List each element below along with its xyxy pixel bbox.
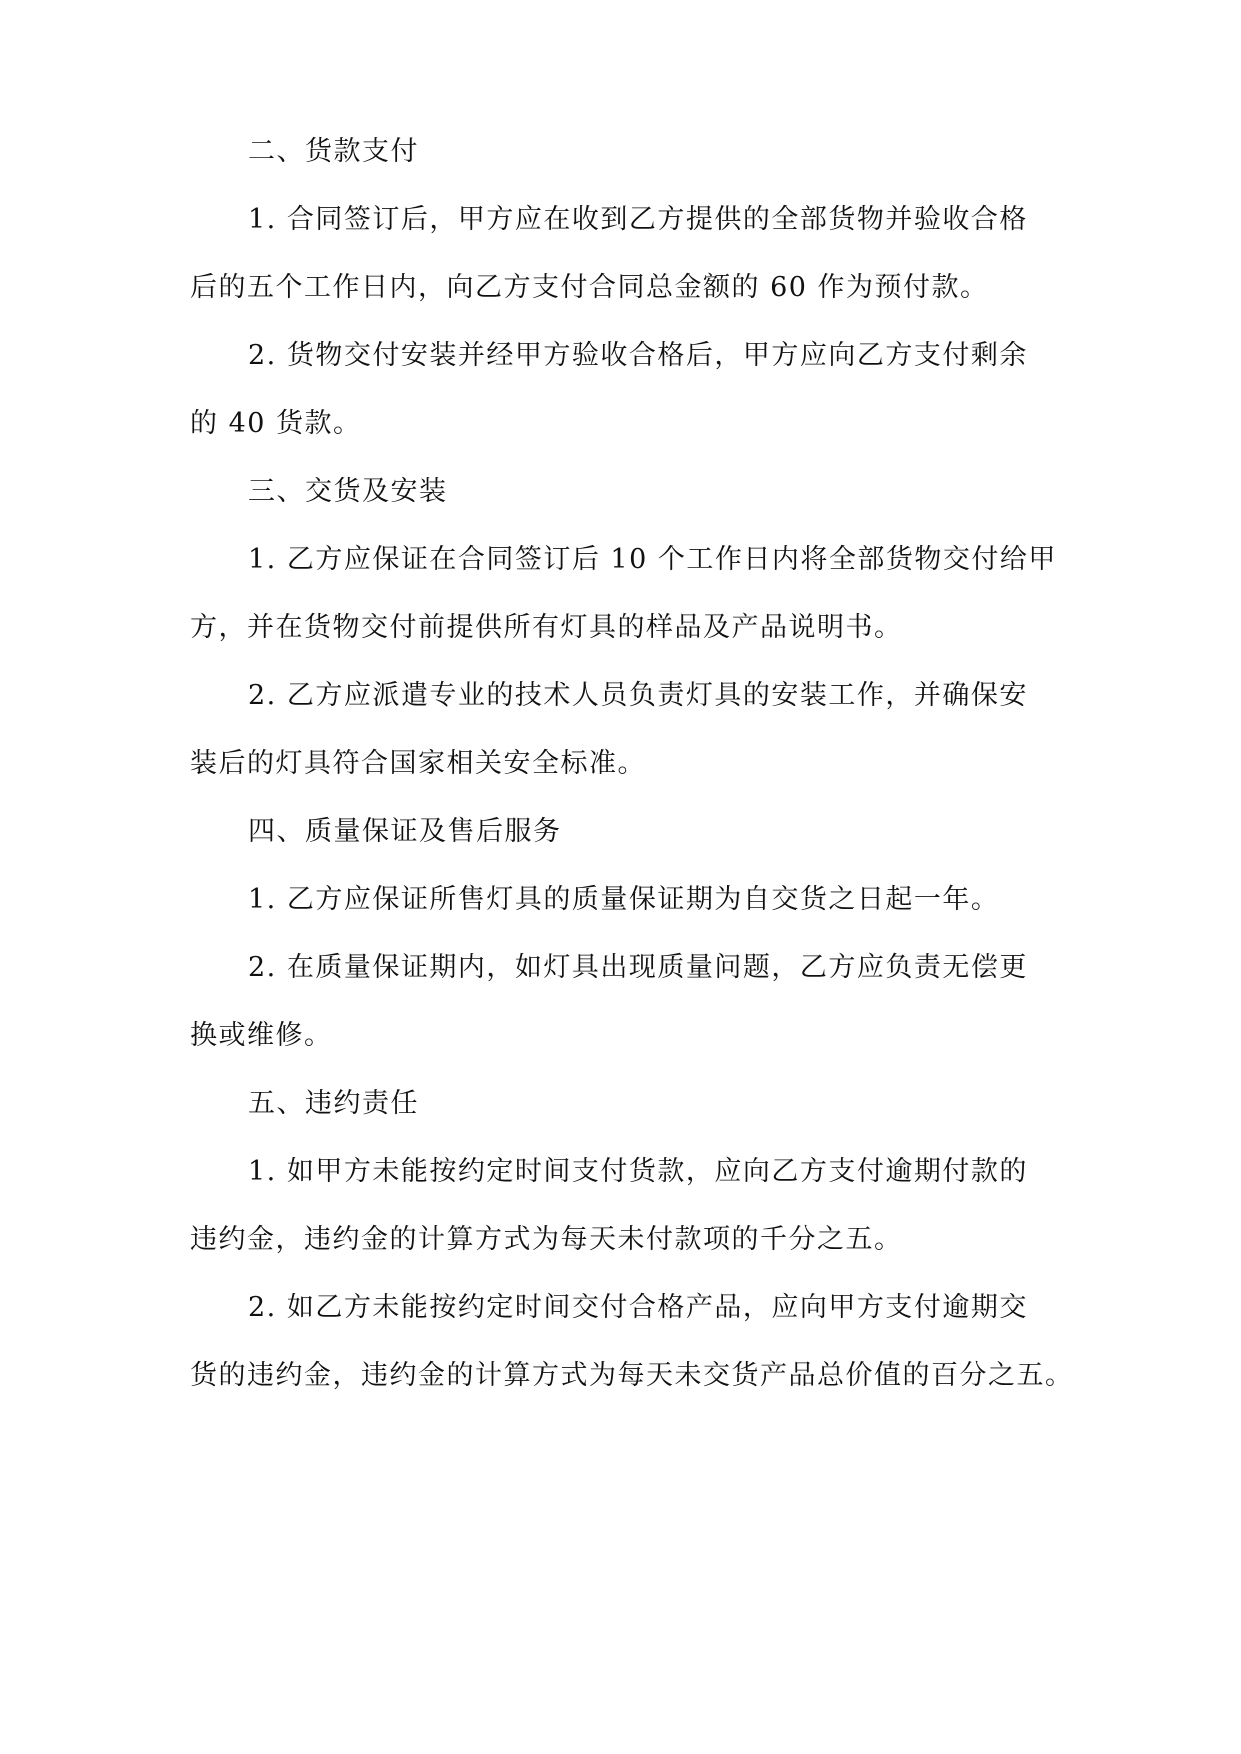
paragraph-first-line: 1. 如甲方未能按约定时间支付货款，应向乙方支付逾期付款的 bbox=[248, 1156, 1028, 1187]
section-heading: 三、交货及安装 bbox=[248, 476, 448, 507]
paragraph-first-line: 1. 合同签订后，甲方应在收到乙方提供的全部货物并验收合格 bbox=[248, 204, 1028, 235]
paragraph-continuation: 方，并在货物交付前提供所有灯具的样品及产品说明书。 bbox=[190, 612, 903, 643]
paragraph-first-line: 2. 货物交付安装并经甲方验收合格后，甲方应向乙方支付剩余 bbox=[248, 340, 1028, 371]
paragraph-continuation: 装后的灯具符合国家相关安全标准。 bbox=[190, 748, 646, 779]
paragraph-first-line: 1. 乙方应保证所售灯具的质量保证期为自交货之日起一年。 bbox=[248, 884, 1000, 915]
section-heading: 四、质量保证及售后服务 bbox=[248, 816, 562, 847]
section-heading: 二、货款支付 bbox=[248, 136, 419, 167]
paragraph-continuation: 后的五个工作日内，向乙方支付合同总金额的 60 作为预付款。 bbox=[190, 272, 989, 303]
section-heading: 五、违约责任 bbox=[248, 1088, 419, 1119]
paragraph-continuation: 违约金，违约金的计算方式为每天未付款项的千分之五。 bbox=[190, 1224, 903, 1255]
paragraph-continuation: 换或维修。 bbox=[190, 1020, 333, 1051]
paragraph-continuation: 的 40 货款。 bbox=[190, 408, 362, 439]
paragraph-first-line: 2. 如乙方未能按约定时间交付合格产品，应向甲方支付逾期交 bbox=[248, 1292, 1028, 1323]
paragraph-first-line: 1. 乙方应保证在合同签订后 10 个工作日内将全部货物交付给甲 bbox=[248, 544, 1057, 575]
paragraph-first-line: 2. 在质量保证期内，如灯具出现质量问题，乙方应负责无偿更 bbox=[248, 952, 1028, 983]
paragraph-continuation: 货的违约金，违约金的计算方式为每天未交货产品总价值的百分之五。 bbox=[190, 1360, 1074, 1391]
paragraph-first-line: 2. 乙方应派遣专业的技术人员负责灯具的安装工作，并确保安 bbox=[248, 680, 1028, 711]
